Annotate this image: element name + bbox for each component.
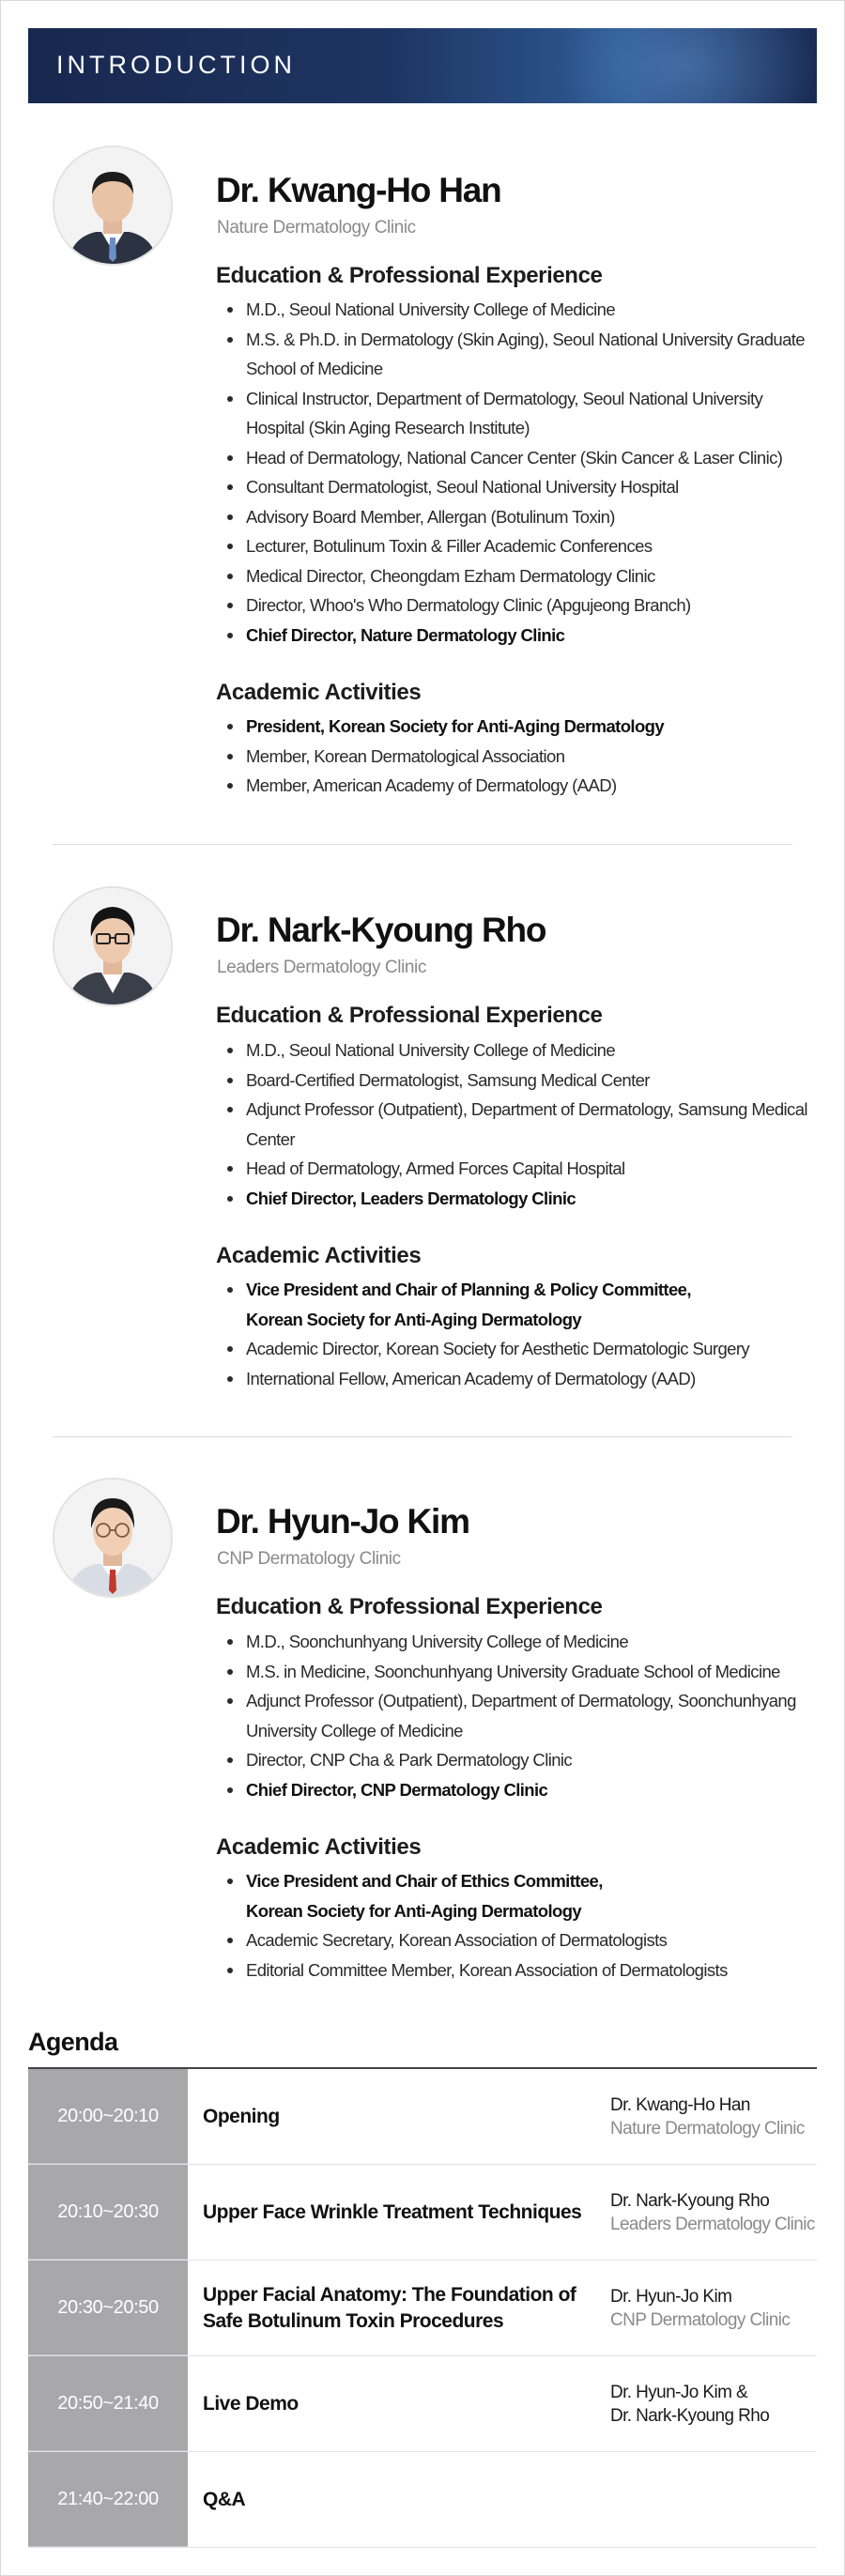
- list-item-line: Vice President and Chair of Planning & Policy Committee,: [246, 1280, 691, 1299]
- agenda-time: 20:30~20:50: [28, 2261, 188, 2355]
- academic-list: [223, 1275, 824, 1393]
- education-heading: Education & Professional Experience: [216, 1003, 603, 1028]
- list-item: [223, 1275, 824, 1334]
- academic-heading: Academic Activities: [216, 1243, 422, 1268]
- list-item: Advisory Board Member, Allergan (Botulinum Toxin): [223, 502, 824, 532]
- list-item: Lecturer, Botulinum Toxin & Filler Academic Conferences: [223, 531, 824, 561]
- list-item: Adjunct Professor (Outpatient), Department of Dermatology, Samsung Medical Center: [223, 1095, 824, 1154]
- academic-heading: Academic Activities: [216, 680, 422, 705]
- agenda-topic: Upper Face Wrinkle Treatment Techniques: [203, 2200, 582, 2223]
- list-item: Head of Dermatology, National Cancer Center (Skin Cancer & Laser Clinic): [223, 443, 824, 473]
- education-list: [223, 1627, 824, 1804]
- education-heading: Education & Professional Experience: [216, 263, 603, 288]
- list-item: Chief Director, Leaders Dermatology Clinic: [223, 1184, 824, 1214]
- agenda-speaker: [610, 2261, 817, 2355]
- agenda-speaker: [610, 2165, 817, 2260]
- academic-heading: Academic Activities: [216, 1834, 422, 1860]
- academic-list: [223, 712, 824, 801]
- academic-list: [223, 1866, 824, 1985]
- list-item: Director, Whoo's Who Dermatology Clinic (Apgujeong Branch): [223, 590, 824, 621]
- list-item: Adjunct Professor (Outpatient), Department of Dermatology, Soonchunhyang University College of Medicine: [223, 1686, 824, 1745]
- agenda-row: [28, 2452, 817, 2548]
- speaker-clinic: CNP Dermatology Clinic: [610, 2309, 791, 2330]
- agenda-time: 21:40~22:00: [28, 2452, 188, 2547]
- agenda-table: [28, 2069, 817, 2548]
- agenda-time: 20:50~21:40: [28, 2356, 188, 2451]
- introduction-banner: [28, 28, 817, 103]
- agenda-topic: Live Demo: [203, 2392, 299, 2415]
- avatar: [53, 886, 173, 1006]
- list-item: Chief Director, Nature Dermatology Clinic: [223, 621, 824, 651]
- list-item-line: Korean Society for Anti-Aging Dermatology: [246, 1900, 582, 1921]
- avatar: [53, 1478, 173, 1598]
- agenda-speaker: [610, 2356, 817, 2451]
- education-list: [223, 1035, 824, 1213]
- list-item: M.S. in Medicine, Soonchunhyang University Graduate School of Medicine: [223, 1657, 824, 1687]
- doctor-name: Dr. Nark-Kyoung Rho: [216, 911, 546, 949]
- list-item: International Fellow, American Academy of Dermatology (AAD): [223, 1364, 824, 1394]
- list-item: Academic Secretary, Korean Association of Dermatologists: [223, 1925, 824, 1955]
- agenda-title: Agenda: [28, 2028, 118, 2056]
- speaker-name: Dr. Nark-Kyoung Rho: [610, 2405, 770, 2426]
- agenda-time: 20:00~20:10: [28, 2069, 188, 2164]
- speaker-name: Dr. Hyun-Jo Kim: [610, 2286, 732, 2307]
- avatar: [53, 146, 173, 266]
- education-list: [223, 295, 824, 650]
- list-item: President, Korean Society for Anti-Aging Dermatology: [223, 712, 824, 742]
- list-item: M.D., Seoul National University College of Medicine: [223, 295, 824, 325]
- agenda-time: 20:10~20:30: [28, 2165, 188, 2260]
- list-item: Consultant Dermatologist, Seoul National University Hospital: [223, 472, 824, 502]
- speaker-name: Dr. Kwang-Ho Han: [610, 2094, 750, 2115]
- doctor-clinic: CNP Dermatology Clinic: [217, 1549, 401, 1569]
- doctor-name: Dr. Hyun-Jo Kim: [216, 1502, 469, 1541]
- agenda-row: [28, 2261, 817, 2356]
- agenda-speaker: [610, 2069, 817, 2164]
- doctor-clinic: Nature Dermatology Clinic: [217, 218, 416, 238]
- banner-title: INTRODUCTION: [56, 51, 296, 79]
- list-item: Clinical Instructor, Department of Dermatology, Seoul National University Hospital (Skin Aging Research Institute): [223, 384, 824, 443]
- doctor-name: Dr. Kwang-Ho Han: [216, 171, 501, 209]
- agenda-topic: Opening: [203, 2105, 280, 2127]
- agenda-row: [28, 2069, 817, 2165]
- list-item: Chief Director, CNP Dermatology Clinic: [223, 1775, 824, 1805]
- list-item: Director, CNP Cha & Park Dermatology Clinic: [223, 1745, 824, 1775]
- speaker-name: Dr. Nark-Kyoung Rho: [610, 2190, 770, 2211]
- speaker-name: Dr. Hyun-Jo Kim &: [610, 2382, 748, 2402]
- list-item: Medical Director, Cheongdam Ezham Dermatology Clinic: [223, 561, 824, 591]
- list-item: M.D., Soonchunhyang University College of Medicine: [223, 1627, 824, 1657]
- agenda-topic: Q&A: [203, 2488, 246, 2510]
- list-item-line: Vice President and Chair of Ethics Committee,: [246, 1871, 603, 1891]
- agenda-row: [28, 2165, 817, 2261]
- list-item: Head of Dermatology, Armed Forces Capital Hospital: [223, 1154, 824, 1184]
- speaker-clinic: Nature Dermatology Clinic: [610, 2118, 805, 2139]
- list-item: M.S. & Ph.D. in Dermatology (Skin Aging), Seoul National University Graduate School of Medicine: [223, 325, 824, 384]
- education-heading: Education & Professional Experience: [216, 1594, 603, 1619]
- list-item-line: Korean Society for Anti-Aging Dermatology: [246, 1309, 582, 1329]
- list-item: Editorial Committee Member, Korean Association of Dermatologists: [223, 1955, 824, 1986]
- list-item: M.D., Seoul National University College of Medicine: [223, 1035, 824, 1066]
- list-item: Academic Director, Korean Society for Aesthetic Dermatologic Surgery: [223, 1334, 824, 1364]
- list-item: Member, American Academy of Dermatology (AAD): [223, 771, 824, 801]
- list-item: Board-Certified Dermatologist, Samsung Medical Center: [223, 1066, 824, 1096]
- section-divider: [53, 1436, 792, 1437]
- speaker-clinic: Leaders Dermatology Clinic: [610, 2214, 815, 2234]
- agenda-speaker: [610, 2452, 817, 2547]
- list-item: [223, 1866, 824, 1925]
- agenda-row: [28, 2356, 817, 2452]
- agenda-topic: Upper Facial Anatomy: The Foundation of Safe Botulinum Toxin Procedures: [203, 2283, 576, 2332]
- list-item: Member, Korean Dermatological Association: [223, 742, 824, 772]
- section-divider: [53, 844, 792, 845]
- doctor-clinic: Leaders Dermatology Clinic: [217, 958, 426, 977]
